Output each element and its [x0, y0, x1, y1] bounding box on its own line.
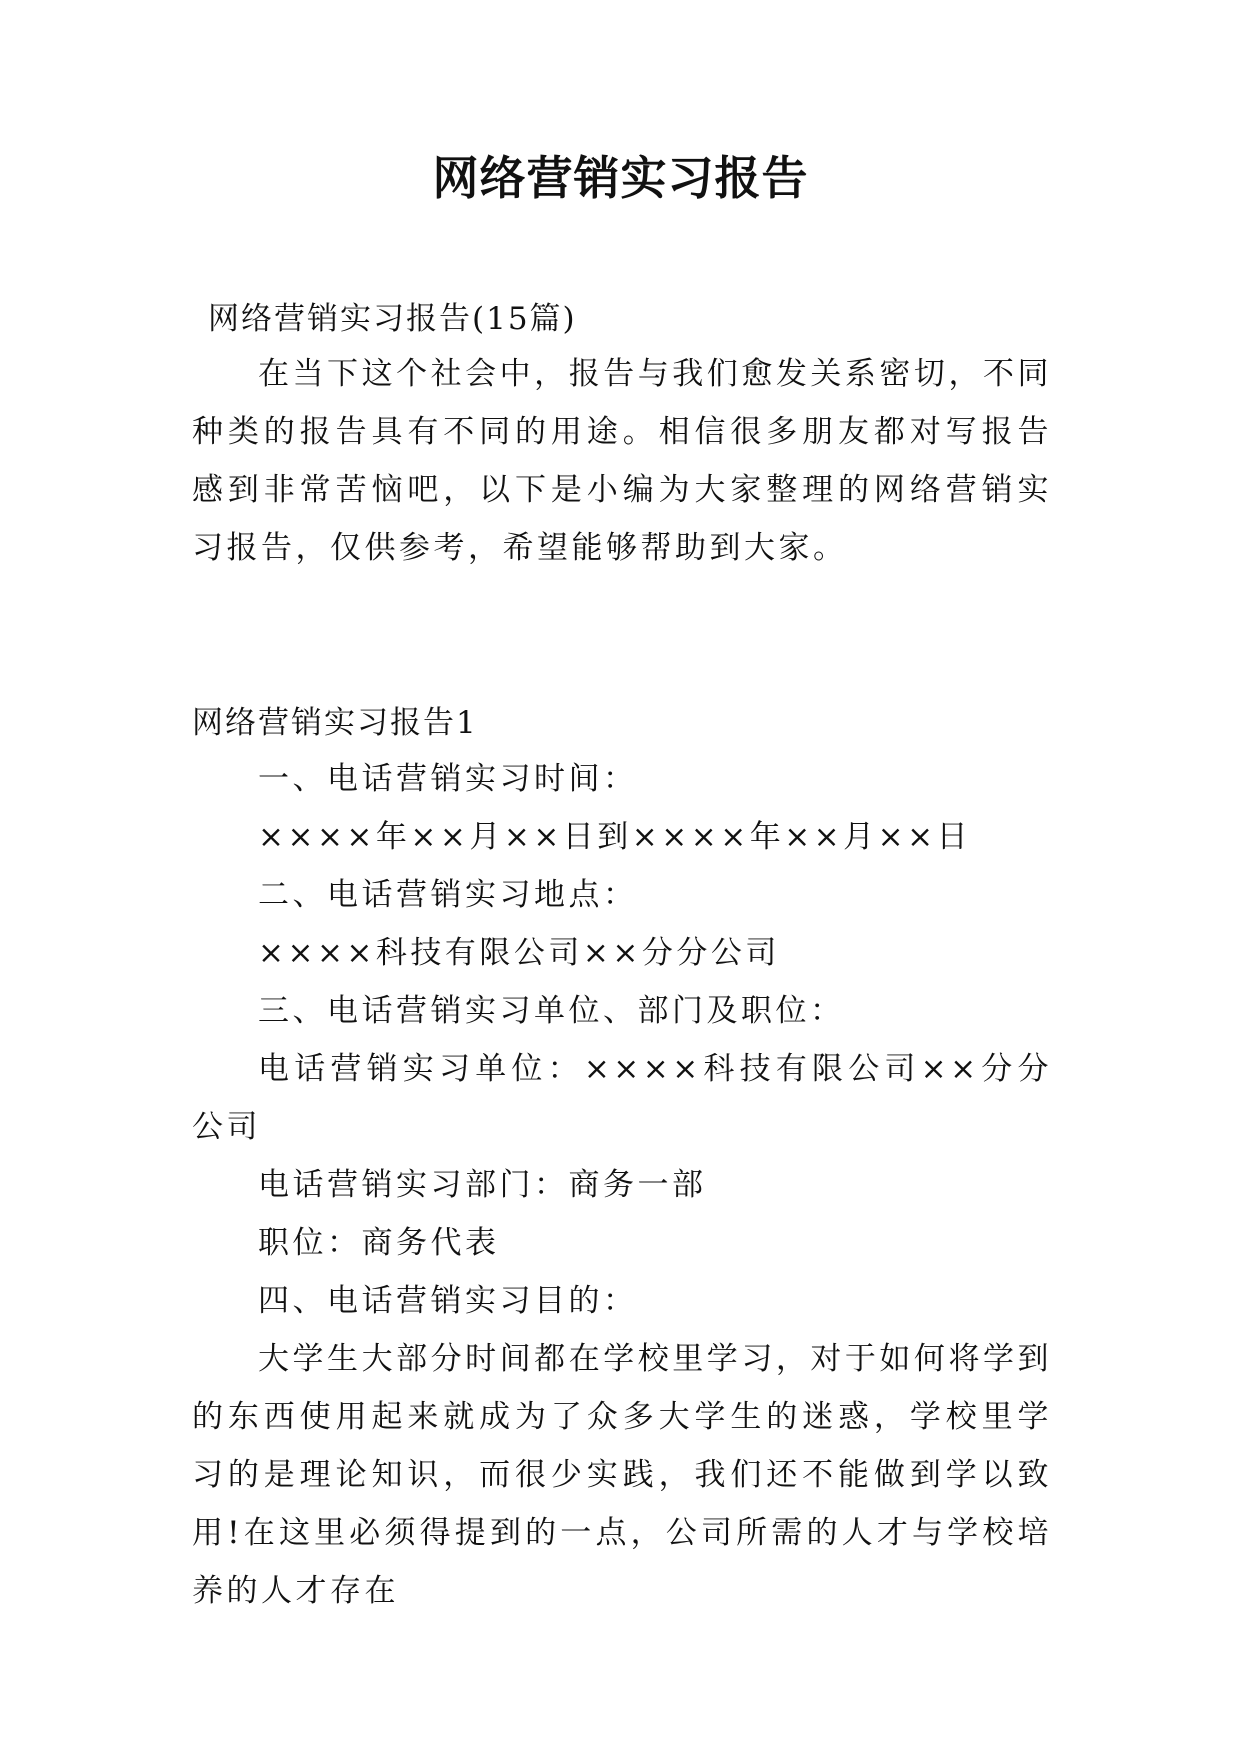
- intro-paragraph: 在当下这个社会中，报告与我们愈发关系密切，不同种类的报告具有不同的用途。相信很多朋友都对写报告感到非常苦恼吧，以下是小编为大家整理的网络营销实习报告，仅供参考，希望能够帮助到大家。: [192, 356, 1052, 566]
- paragraph: 四、电话营销实习目的：: [258, 1283, 638, 1319]
- paragraph: 电话营销实习部门：商务一部: [258, 1167, 707, 1203]
- intro-block: [192, 345, 1052, 577]
- paragraph: 大学生大部分时间都在学校里学习，对于如何将学到的东西使用起来就成为了众多大学生的迷惑，学校里学习的是理论知识，而很少实践，我们还不能做到学以致用!在这里必须得提到的一点，公司所需的人才与学校培养的人才存在: [192, 1341, 1052, 1609]
- paragraph: 一、电话营销实习时间：: [258, 761, 638, 797]
- document-title: 网络营销实习报告: [432, 151, 809, 205]
- section-body: [192, 750, 1052, 1620]
- paragraph: ××××年××月××日到××××年××月××日: [258, 819, 972, 855]
- subtitle-text: 网络营销实习报告(15篇): [208, 301, 577, 337]
- document-subtitle: [192, 290, 1068, 348]
- paragraph: 三、电话营销实习单位、部门及职位：: [258, 993, 845, 1029]
- paragraph: 职位：商务代表: [258, 1225, 500, 1261]
- section-heading: 网络营销实习报告1: [192, 705, 478, 741]
- paragraph: ××××科技有限公司××分分公司: [258, 935, 780, 971]
- paragraph: 电话营销实习单位：××××科技有限公司××分分公司: [192, 1051, 1052, 1145]
- paragraph: 二、电话营销实习地点：: [258, 877, 638, 913]
- section-heading-block: [192, 694, 1052, 752]
